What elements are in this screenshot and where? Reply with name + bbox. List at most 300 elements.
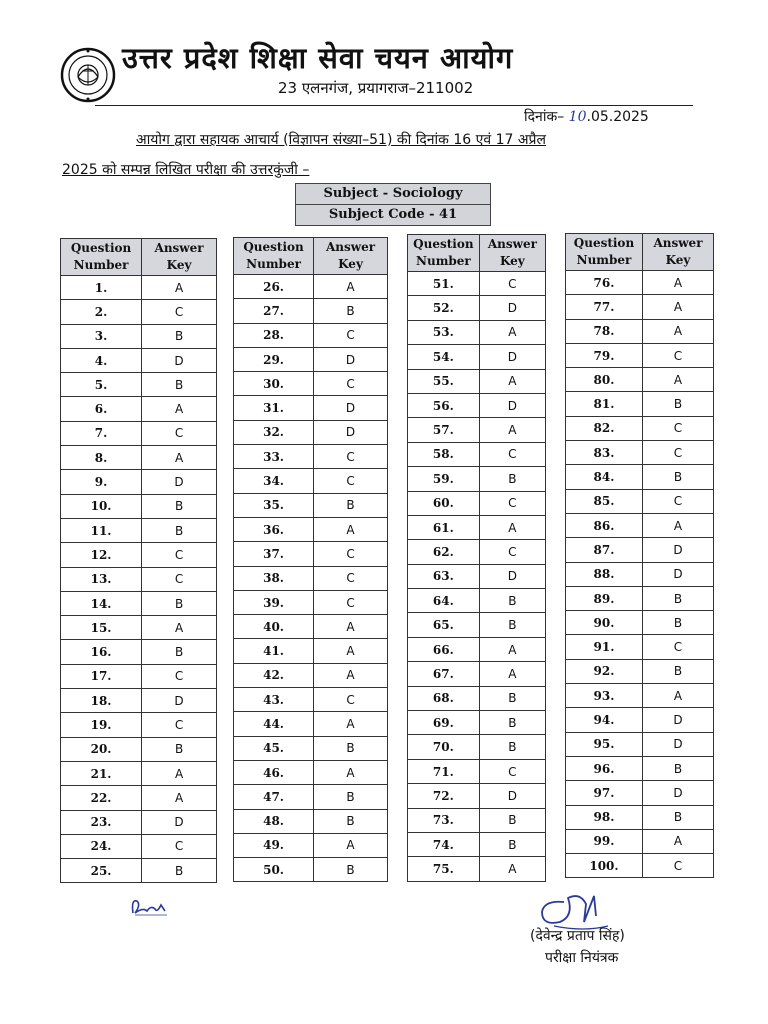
table-row: [566, 635, 714, 659]
answer-key-cell: A: [642, 368, 713, 392]
answer-key-cell: C: [642, 854, 713, 878]
answer-key-cell: B: [314, 858, 388, 882]
answer-key-cell: C: [142, 421, 217, 445]
table-row: [566, 392, 714, 416]
table-row: [61, 397, 217, 421]
answer-key-cell: B: [642, 756, 713, 780]
answer-key-cell: B: [642, 611, 713, 635]
issue-date: [524, 107, 649, 126]
table-row: [234, 542, 388, 566]
answer-key-cell: A: [314, 712, 388, 736]
table-row: [408, 442, 546, 466]
intro-line-1: आयोग द्वारा सहायक आचार्य (विज्ञापन संख्या–51) की दिनांक 16 एवं 17 अप्रैल: [136, 132, 547, 148]
question-number-cell: 27.: [234, 299, 314, 323]
table-row: [566, 295, 714, 319]
question-number-cell: 38.: [234, 566, 314, 590]
table-row: [61, 494, 217, 518]
question-number-cell: 12.: [61, 543, 142, 567]
question-number-cell: 85.: [566, 489, 643, 513]
answer-key-cell: B: [479, 808, 545, 832]
table-row: [566, 756, 714, 780]
table-row: [61, 664, 217, 688]
table-row: [408, 393, 546, 417]
answer-key-cell: A: [479, 320, 545, 344]
intro-line-2: 2025 को सम्पन्न लिखित परीक्षा की उत्तरकुंजी –: [62, 162, 310, 178]
handwritten-initials-icon: [127, 893, 171, 919]
question-number-cell: 13.: [61, 567, 142, 591]
answer-key-cell: D: [642, 538, 713, 562]
question-number-cell: 28.: [234, 323, 314, 347]
question-number-cell: 1.: [61, 276, 142, 300]
question-number-cell: 83.: [566, 441, 643, 465]
question-number-cell: 79.: [566, 343, 643, 367]
question-number-cell: 81.: [566, 392, 643, 416]
answer-key-cell: B: [642, 586, 713, 610]
question-number-cell: 61.: [408, 515, 480, 539]
question-number-cell: 73.: [408, 808, 480, 832]
table-row: [408, 491, 546, 515]
question-number-cell: 11.: [61, 518, 142, 542]
table-row: [566, 659, 714, 683]
table-row: [566, 562, 714, 586]
question-number-cell: 72.: [408, 784, 480, 808]
answer-key-cell: A: [479, 637, 545, 661]
question-number-cell: 8.: [61, 446, 142, 470]
answer-key-cell: A: [142, 446, 217, 470]
table-row: [234, 590, 388, 614]
answer-key-cell: A: [479, 857, 545, 881]
answer-key-cell: C: [142, 300, 217, 324]
table-row: [61, 689, 217, 713]
answer-key-cell: D: [314, 420, 388, 444]
table-row: [566, 513, 714, 537]
table-row: [408, 686, 546, 710]
answer-key-cell: A: [479, 418, 545, 442]
answer-key-cell: D: [642, 732, 713, 756]
answer-key-table-1: [60, 238, 217, 883]
question-number-cell: 95.: [566, 732, 643, 756]
table-row: [61, 786, 217, 810]
answer-key-header: Answer Key: [142, 239, 217, 276]
answer-key-cell: C: [479, 491, 545, 515]
table-row: [566, 611, 714, 635]
answer-key-cell: B: [642, 465, 713, 489]
answer-key-cell: A: [314, 517, 388, 541]
question-number-cell: 34.: [234, 469, 314, 493]
table-row: [566, 586, 714, 610]
table-row: [61, 543, 217, 567]
answer-key-cell: A: [314, 615, 388, 639]
answer-key-cell: D: [642, 708, 713, 732]
table-row: [566, 854, 714, 878]
answer-key-cell: B: [642, 659, 713, 683]
answer-key-cell: A: [642, 829, 713, 853]
answer-key-cell: B: [479, 589, 545, 613]
table-row: [408, 345, 546, 369]
table-row: [408, 711, 546, 735]
table-row: [234, 785, 388, 809]
table-row: [408, 540, 546, 564]
answer-key-cell: A: [642, 319, 713, 343]
question-number-cell: 42.: [234, 663, 314, 687]
question-number-cell: 49.: [234, 833, 314, 857]
question-number-cell: 94.: [566, 708, 643, 732]
table-row: [61, 324, 217, 348]
question-number-cell: 76.: [566, 271, 643, 295]
table-row: [566, 319, 714, 343]
answer-key-cell: D: [642, 781, 713, 805]
answer-key-cell: C: [142, 834, 217, 858]
date-day-handwritten: 10: [568, 109, 587, 125]
answer-key-cell: A: [314, 663, 388, 687]
signatory-designation: परीक्षा नियंत्रक: [545, 950, 619, 966]
answer-key-cell: A: [479, 662, 545, 686]
table-row: [408, 808, 546, 832]
question-number-cell: 43.: [234, 688, 314, 712]
question-number-cell: 40.: [234, 615, 314, 639]
question-number-cell: 32.: [234, 420, 314, 444]
answer-key-cell: B: [642, 805, 713, 829]
answer-key-table-3: [407, 234, 546, 882]
question-number-cell: 80.: [566, 368, 643, 392]
question-number-cell: 54.: [408, 345, 480, 369]
question-number-cell: 78.: [566, 319, 643, 343]
table-row: [61, 373, 217, 397]
question-number-cell: 47.: [234, 785, 314, 809]
answer-key-cell: A: [642, 295, 713, 319]
answer-key-cell: B: [314, 299, 388, 323]
table-row: [234, 833, 388, 857]
question-number-cell: 17.: [61, 664, 142, 688]
answer-key-header: Answer Key: [642, 234, 713, 271]
table-row: [566, 271, 714, 295]
date-month-year: .05.2025: [586, 109, 649, 125]
commission-title: उत्तर प्रदेश शिक्षा सेवा चयन आयोग: [122, 41, 514, 75]
question-number-cell: 86.: [566, 513, 643, 537]
table-row: [566, 538, 714, 562]
question-number-cell: 4.: [61, 348, 142, 372]
answer-key-header: Answer Key: [479, 235, 545, 272]
answer-key-cell: C: [314, 542, 388, 566]
question-number-cell: 46.: [234, 760, 314, 784]
table-row: [408, 784, 546, 808]
question-number-cell: 71.: [408, 759, 480, 783]
table-row: [61, 421, 217, 445]
question-number-cell: 24.: [61, 834, 142, 858]
answer-key-cell: C: [142, 664, 217, 688]
question-number-header: Question Number: [566, 234, 643, 271]
table-row: [408, 735, 546, 759]
table-row: [61, 713, 217, 737]
question-number-cell: 57.: [408, 418, 480, 442]
table-row: [234, 275, 388, 299]
table-row: [61, 518, 217, 542]
table-row: [566, 343, 714, 367]
answer-key-cell: B: [479, 711, 545, 735]
question-number-cell: 25.: [61, 859, 142, 883]
answer-key-cell: D: [479, 784, 545, 808]
answer-key-cell: D: [642, 562, 713, 586]
table-row: [566, 465, 714, 489]
subject-code: Subject Code - 41: [296, 204, 490, 225]
answer-key-cell: B: [142, 591, 217, 615]
table-row: [408, 613, 546, 637]
answer-key-cell: D: [479, 564, 545, 588]
table-row: [61, 810, 217, 834]
question-number-cell: 77.: [566, 295, 643, 319]
table-row: [61, 640, 217, 664]
subject-box: [295, 183, 491, 226]
question-number-cell: 65.: [408, 613, 480, 637]
question-number-cell: 87.: [566, 538, 643, 562]
answer-key-cell: D: [479, 296, 545, 320]
question-number-header: Question Number: [234, 238, 314, 275]
date-label: दिनांक–: [524, 109, 565, 125]
answer-key-cell: B: [479, 735, 545, 759]
table-row: [61, 737, 217, 761]
table-row: [234, 688, 388, 712]
question-number-cell: 33.: [234, 445, 314, 469]
table-row: [234, 712, 388, 736]
answer-key-cell: B: [642, 392, 713, 416]
table-row: [234, 736, 388, 760]
table-row: [234, 663, 388, 687]
answer-key-cell: B: [314, 493, 388, 517]
table-row: [566, 829, 714, 853]
question-number-cell: 14.: [61, 591, 142, 615]
table-row: [234, 760, 388, 784]
answer-key-table-2: [233, 237, 388, 882]
question-number-cell: 22.: [61, 786, 142, 810]
answer-key-cell: C: [642, 489, 713, 513]
table-row: [408, 320, 546, 344]
question-number-cell: 39.: [234, 590, 314, 614]
question-number-cell: 23.: [61, 810, 142, 834]
question-number-cell: 92.: [566, 659, 643, 683]
table-row: [408, 637, 546, 661]
answer-key-cell: A: [479, 515, 545, 539]
table-row: [234, 323, 388, 347]
question-number-cell: 99.: [566, 829, 643, 853]
table-row: [234, 372, 388, 396]
table-row: [566, 684, 714, 708]
table-row: [234, 858, 388, 882]
question-number-cell: 91.: [566, 635, 643, 659]
answer-key-table-4: [565, 233, 714, 878]
table-row: [566, 441, 714, 465]
answer-key-cell: C: [142, 543, 217, 567]
question-number-cell: 6.: [61, 397, 142, 421]
table-row: [234, 809, 388, 833]
question-number-cell: 30.: [234, 372, 314, 396]
table-row: [408, 467, 546, 491]
table-row: [408, 418, 546, 442]
table-row: [234, 347, 388, 371]
question-number-cell: 35.: [234, 493, 314, 517]
question-number-header: Question Number: [61, 239, 142, 276]
answer-key-cell: B: [479, 613, 545, 637]
answer-key-cell: D: [479, 393, 545, 417]
answer-key-cell: A: [314, 639, 388, 663]
question-number-cell: 52.: [408, 296, 480, 320]
table-row: [61, 567, 217, 591]
commission-address: 23 एलनगंज, प्रयागराज–211002: [278, 79, 474, 97]
answer-key-cell: B: [142, 373, 217, 397]
table-row: [566, 781, 714, 805]
answer-key-cell: D: [314, 347, 388, 371]
answer-key-cell: D: [479, 345, 545, 369]
question-number-cell: 3.: [61, 324, 142, 348]
answer-key-cell: B: [142, 494, 217, 518]
signatory-name: (देवेन्द्र प्रताप सिंह): [530, 928, 625, 944]
question-number-cell: 84.: [566, 465, 643, 489]
table-row: [408, 564, 546, 588]
question-number-cell: 53.: [408, 320, 480, 344]
table-row: [408, 832, 546, 856]
question-number-cell: 63.: [408, 564, 480, 588]
question-number-cell: 64.: [408, 589, 480, 613]
table-row: [234, 445, 388, 469]
question-number-cell: 31.: [234, 396, 314, 420]
question-number-cell: 74.: [408, 832, 480, 856]
answer-key-cell: D: [314, 396, 388, 420]
question-number-cell: 36.: [234, 517, 314, 541]
table-row: [61, 276, 217, 300]
answer-key-cell: B: [479, 467, 545, 491]
answer-key-cell: A: [479, 369, 545, 393]
table-row: [61, 300, 217, 324]
question-number-cell: 9.: [61, 470, 142, 494]
answer-key-cell: C: [314, 469, 388, 493]
question-number-cell: 45.: [234, 736, 314, 760]
answer-key-cell: A: [642, 684, 713, 708]
answer-key-cell: A: [642, 271, 713, 295]
answer-key-header: Answer Key: [314, 238, 388, 275]
table-row: [61, 761, 217, 785]
question-number-cell: 97.: [566, 781, 643, 805]
answer-key-cell: C: [314, 590, 388, 614]
question-number-cell: 7.: [61, 421, 142, 445]
table-row: [61, 616, 217, 640]
answer-key-cell: B: [142, 640, 217, 664]
question-number-cell: 62.: [408, 540, 480, 564]
answer-key-cell: D: [142, 689, 217, 713]
answer-key-cell: C: [642, 635, 713, 659]
answer-key-cell: A: [314, 760, 388, 784]
question-number-cell: 26.: [234, 275, 314, 299]
commission-seal-icon: [60, 47, 116, 103]
answer-key-cell: B: [479, 832, 545, 856]
question-number-cell: 19.: [61, 713, 142, 737]
table-row: [566, 805, 714, 829]
answer-key-cell: A: [314, 275, 388, 299]
question-number-cell: 20.: [61, 737, 142, 761]
header-divider: [95, 105, 693, 106]
question-number-cell: 56.: [408, 393, 480, 417]
question-number-cell: 51.: [408, 272, 480, 296]
answer-key-cell: C: [314, 323, 388, 347]
answer-key-cell: D: [142, 810, 217, 834]
answer-key-cell: C: [642, 416, 713, 440]
question-number-cell: 5.: [61, 373, 142, 397]
question-number-cell: 44.: [234, 712, 314, 736]
table-row: [566, 489, 714, 513]
answer-key-cell: C: [642, 343, 713, 367]
question-number-cell: 93.: [566, 684, 643, 708]
table-row: [408, 296, 546, 320]
table-row: [408, 589, 546, 613]
answer-key-cell: C: [479, 540, 545, 564]
question-number-cell: 70.: [408, 735, 480, 759]
table-row: [234, 420, 388, 444]
table-row: [566, 732, 714, 756]
answer-key-cell: C: [479, 272, 545, 296]
table-row: [61, 446, 217, 470]
question-number-cell: 69.: [408, 711, 480, 735]
question-number-cell: 75.: [408, 857, 480, 881]
table-row: [566, 708, 714, 732]
table-row: [234, 566, 388, 590]
table-row: [234, 517, 388, 541]
question-number-cell: 100.: [566, 854, 643, 878]
table-row: [566, 416, 714, 440]
question-number-cell: 66.: [408, 637, 480, 661]
question-number-cell: 59.: [408, 467, 480, 491]
question-number-cell: 18.: [61, 689, 142, 713]
question-number-cell: 21.: [61, 761, 142, 785]
answer-key-cell: B: [142, 518, 217, 542]
table-row: [408, 759, 546, 783]
question-number-cell: 29.: [234, 347, 314, 371]
table-row: [408, 515, 546, 539]
question-number-cell: 60.: [408, 491, 480, 515]
table-row: [408, 272, 546, 296]
answer-key-cell: B: [314, 736, 388, 760]
table-row: [234, 396, 388, 420]
question-number-cell: 67.: [408, 662, 480, 686]
answer-key-cell: A: [142, 616, 217, 640]
question-number-cell: 41.: [234, 639, 314, 663]
question-number-cell: 89.: [566, 586, 643, 610]
answer-key-cell: A: [142, 786, 217, 810]
answer-key-cell: C: [142, 567, 217, 591]
table-row: [234, 469, 388, 493]
question-number-cell: 48.: [234, 809, 314, 833]
answer-key-cell: C: [314, 566, 388, 590]
table-row: [61, 470, 217, 494]
question-number-cell: 55.: [408, 369, 480, 393]
table-row: [408, 662, 546, 686]
answer-key-cell: A: [142, 397, 217, 421]
answer-key-cell: C: [142, 713, 217, 737]
answer-key-cell: A: [642, 513, 713, 537]
table-row: [61, 834, 217, 858]
question-number-cell: 98.: [566, 805, 643, 829]
answer-key-cell: C: [314, 688, 388, 712]
answer-key-cell: C: [479, 442, 545, 466]
answer-key-cell: A: [314, 833, 388, 857]
answer-key-cell: A: [142, 276, 217, 300]
answer-key-cell: C: [314, 445, 388, 469]
question-number-cell: 58.: [408, 442, 480, 466]
table-row: [61, 859, 217, 883]
answer-key-cell: B: [142, 324, 217, 348]
answer-key-cell: C: [479, 759, 545, 783]
table-row: [234, 299, 388, 323]
answer-key-cell: B: [142, 737, 217, 761]
table-row: [408, 857, 546, 881]
table-row: [234, 639, 388, 663]
